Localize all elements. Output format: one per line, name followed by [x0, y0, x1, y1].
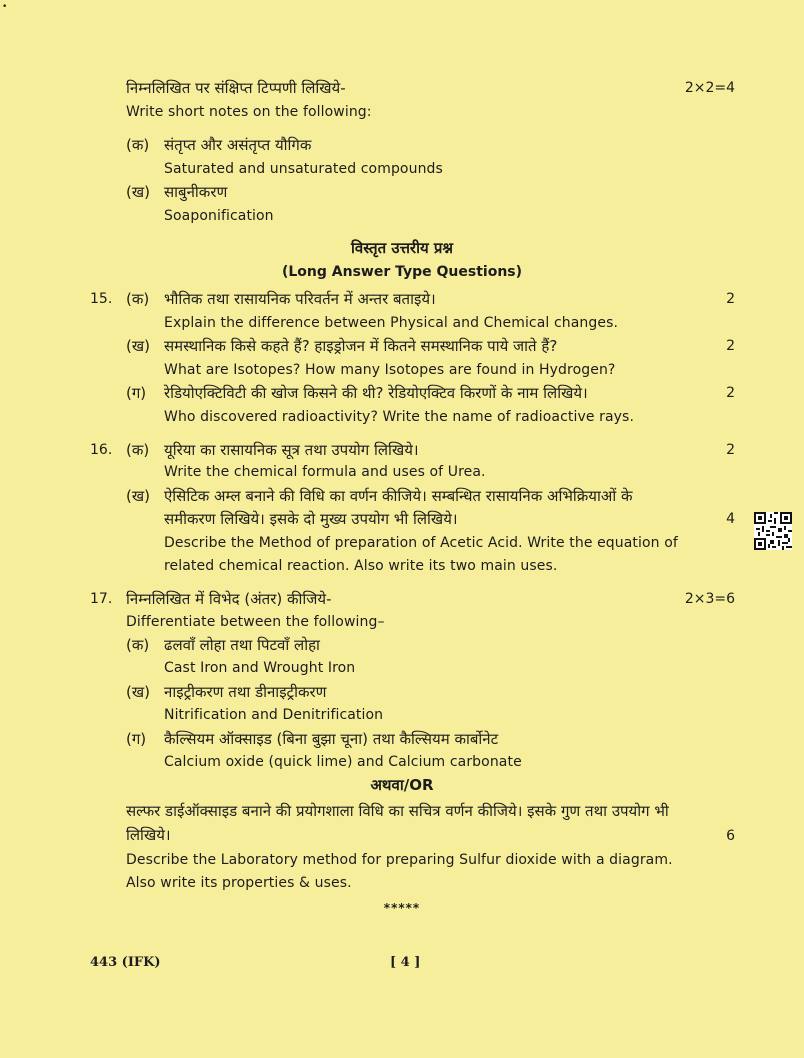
- q17a-hindi: ढलवाँ लोहा तथा पिटवाँ लोहा: [164, 636, 320, 654]
- q15a-label: (क): [126, 290, 150, 308]
- q16b-hindi-line2: समीकरण लिखिये। इसके दो मुख्य उपयोग भी लिखिये।: [164, 510, 458, 528]
- q14a-hindi: संतृप्त और असंतृप्त यौगिक: [164, 136, 312, 154]
- q16b-hindi-line1: ऐसिटिक अम्ल बनाने की विधि का वर्णन कीजिये। सम्बन्धित रासायनिक अभिक्रियाओं के: [164, 487, 633, 505]
- q16b-english-line2: related chemical reaction. Also write its two main uses.: [164, 558, 558, 574]
- q17c-english: Calcium oxide (quick lime) and Calcium carbonate: [164, 754, 522, 770]
- paper-code: 443 (IFK): [90, 955, 161, 970]
- q15c-marks: 2: [726, 385, 735, 401]
- q15b-english: What are Isotopes? How many Isotopes are found in Hydrogen?: [164, 362, 616, 378]
- q17-marks: 2×3=6: [684, 591, 735, 607]
- q14-intro-english: Write short notes on the following:: [126, 104, 372, 120]
- q17c-label: (ग): [126, 730, 147, 748]
- q17-alt-hindi-line1: सल्फर डाईऑक्साइड बनाने की प्रयोगशाला विधि का सचित्र वर्णन कीजिये। इसके गुण तथा उपयोग भी: [126, 802, 669, 820]
- page-number: [ 4 ]: [390, 955, 421, 970]
- q17-intro-hindi: निम्नलिखित में विभेद (अंतर) कीजिये-: [126, 590, 332, 608]
- q16a-hindi: यूरिया का रासायनिक सूत्र तथा उपयोग लिखिये।: [164, 441, 419, 459]
- q16a-label: (क): [126, 441, 150, 459]
- q15a-hindi: भौतिक तथा रासायनिक परिवर्तन में अन्तर बताइये।: [164, 290, 436, 308]
- q17-intro-english: Differentiate between the following–: [126, 614, 385, 630]
- q15c-label: (ग): [126, 384, 147, 402]
- q16b-label: (ख): [126, 487, 150, 505]
- q17a-english: Cast Iron and Wrought Iron: [164, 660, 356, 676]
- or-separator: अथवा/OR: [370, 776, 434, 794]
- q14b-label: (ख): [126, 183, 150, 201]
- corner-mark: •: [2, 2, 8, 12]
- q15b-label: (ख): [126, 337, 150, 355]
- q15c-hindi: रेडियोएक्टिविटी की खोज किसने की थी? रेडियोएक्टिव किरणों के नाम लिखिये।: [164, 384, 588, 402]
- q16b-english-line1: Describe the Method of preparation of Acetic Acid. Write the equation of: [164, 535, 678, 551]
- q16a-english: Write the chemical formula and uses of Urea.: [164, 464, 486, 480]
- q17-alt-hindi-line2: लिखिये।: [126, 826, 171, 844]
- q17-alt-english-line1: Describe the Laboratory method for preparing Sulfur dioxide with a diagram.: [126, 852, 673, 868]
- q17b-hindi: नाइट्रीकरण तथा डीनाइट्रीकरण: [164, 683, 327, 701]
- qr-code-icon: [754, 512, 792, 550]
- q17c-hindi: कैल्सियम ऑक्साइड (बिना बुझा चूना) तथा कैल्सियम कार्बोनेट: [164, 730, 499, 748]
- q17-alt-english-line2: Also write its properties & uses.: [126, 875, 352, 891]
- section-heading-english: (Long Answer Type Questions): [281, 264, 523, 280]
- q15a-english: Explain the difference between Physical and Chemical changes.: [164, 315, 619, 331]
- q14b-english: Soaponification: [164, 208, 274, 224]
- q16a-marks: 2: [726, 442, 735, 458]
- q14a-label: (क): [126, 136, 150, 154]
- q16-number: 16.: [90, 442, 113, 458]
- q14b-hindi: साबुनीकरण: [164, 183, 228, 201]
- q15-number: 15.: [90, 291, 113, 307]
- q14-intro-hindi: निम्नलिखित पर संक्षिप्त टिप्पणी लिखिये-: [126, 79, 346, 97]
- q17a-label: (क): [126, 636, 150, 654]
- q15a-marks: 2: [726, 291, 735, 307]
- q17b-english: Nitrification and Denitrification: [164, 707, 384, 723]
- q17-alt-marks: 6: [726, 828, 735, 844]
- end-marker: *****: [383, 901, 421, 915]
- q14-marks: 2×2=4: [684, 80, 735, 96]
- q14a-english: Saturated and unsaturated compounds: [164, 161, 443, 177]
- q15b-marks: 2: [726, 338, 735, 354]
- q16b-marks: 4: [726, 511, 735, 527]
- q17-number: 17.: [90, 591, 113, 607]
- q15c-english: Who discovered radioactivity? Write the name of radioactive rays.: [164, 409, 635, 425]
- q15b-hindi: समस्थानिक किसे कहते हैं? हाइड्रोजन में कितने समस्थानिक पाये जाते हैं?: [164, 337, 558, 355]
- q17b-label: (ख): [126, 683, 150, 701]
- section-heading-hindi: विस्तृत उत्तरीय प्रश्न: [350, 239, 454, 257]
